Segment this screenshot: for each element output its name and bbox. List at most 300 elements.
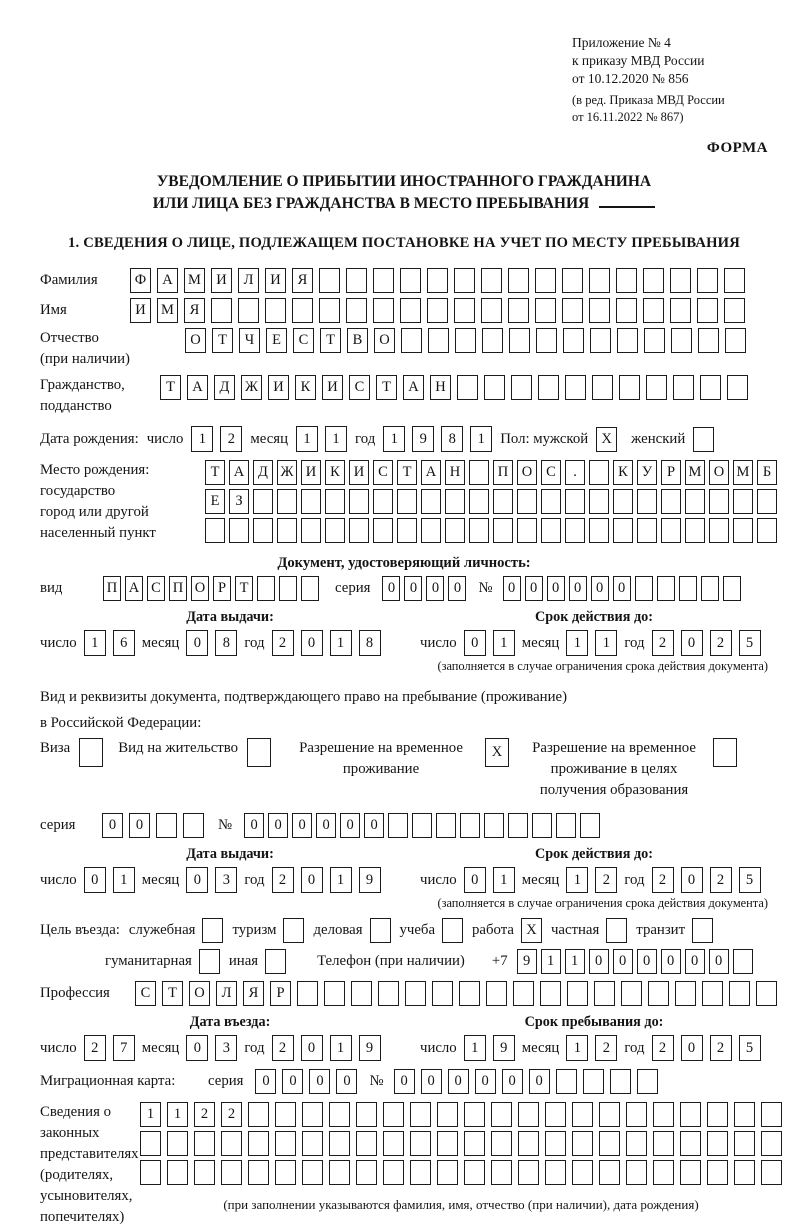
char-box xyxy=(325,518,345,543)
char-box: 5 xyxy=(739,630,761,656)
representatives-row3 xyxy=(140,1160,782,1185)
char-box xyxy=(713,738,737,767)
char-box xyxy=(445,489,465,514)
year-label: год xyxy=(244,871,265,888)
identity-valid-col xyxy=(420,609,768,656)
annex-line: Приложение № 4 xyxy=(572,35,671,50)
char-box: 0 xyxy=(448,576,466,601)
char-box xyxy=(757,518,777,543)
char-box xyxy=(729,981,750,1006)
representatives-row1 xyxy=(140,1102,782,1127)
char-box: 1 xyxy=(383,426,405,452)
char-box xyxy=(370,918,391,943)
char-box xyxy=(613,489,633,514)
doc-kind-boxes xyxy=(103,576,319,601)
char-box: М xyxy=(733,460,753,485)
char-box xyxy=(437,1102,458,1127)
char-box xyxy=(277,518,297,543)
char-box xyxy=(302,1102,323,1127)
char-box xyxy=(329,1131,350,1156)
char-box: Н xyxy=(445,460,465,485)
char-box: Л xyxy=(238,268,259,293)
char-box: 0 xyxy=(525,576,543,601)
char-box: 0 xyxy=(268,813,288,838)
char-box xyxy=(469,518,489,543)
char-box: И xyxy=(130,298,151,323)
char-box: Д xyxy=(253,460,273,485)
char-box xyxy=(412,813,432,838)
char-box xyxy=(761,1160,782,1185)
char-box xyxy=(545,1102,566,1127)
char-box xyxy=(536,328,557,353)
char-box: 0 xyxy=(464,630,486,656)
char-box: 0 xyxy=(301,867,323,893)
char-box: 1 xyxy=(167,1102,188,1127)
char-box: 0 xyxy=(382,576,400,601)
char-box: X xyxy=(521,918,542,943)
char-box xyxy=(297,981,318,1006)
char-box xyxy=(626,1131,647,1156)
migration-series-boxes xyxy=(255,1069,357,1094)
char-box xyxy=(484,375,505,400)
char-box xyxy=(646,375,667,400)
char-box: 0 xyxy=(661,949,681,974)
char-box: 0 xyxy=(309,1069,330,1094)
char-box xyxy=(680,1160,701,1185)
char-box xyxy=(248,1160,269,1185)
representatives-label: Сведения о законных представителях (родителях, усыновителях, попечителях) xyxy=(40,1104,139,1225)
char-box: 2 xyxy=(84,1035,106,1061)
char-box xyxy=(583,1069,604,1094)
day-label: число xyxy=(40,1039,77,1056)
birth-month-boxes xyxy=(296,426,347,452)
char-box xyxy=(325,489,345,514)
sex-female-label: женский xyxy=(631,430,686,447)
char-box: И xyxy=(268,375,289,400)
char-box: 1 xyxy=(464,1035,486,1061)
char-box: 0 xyxy=(613,949,633,974)
residence-valid-year xyxy=(652,867,761,893)
char-box: Т xyxy=(162,981,183,1006)
char-box: X xyxy=(485,738,509,767)
char-box: 0 xyxy=(448,1069,469,1094)
char-box: И xyxy=(322,375,343,400)
char-box: 1 xyxy=(191,426,213,452)
char-box xyxy=(540,981,561,1006)
char-box: 2 xyxy=(652,630,674,656)
char-box xyxy=(518,1160,539,1185)
char-box: 2 xyxy=(194,1102,215,1127)
char-box xyxy=(464,1102,485,1127)
char-box xyxy=(567,981,588,1006)
sex-female-checkbox xyxy=(693,427,714,452)
month-label: месяц xyxy=(141,634,180,651)
char-box xyxy=(723,576,741,601)
char-box xyxy=(565,489,585,514)
char-box: 8 xyxy=(441,426,463,452)
residence-doc-dates xyxy=(40,846,768,893)
char-box xyxy=(626,1102,647,1127)
char-box xyxy=(199,949,220,974)
char-box xyxy=(685,518,705,543)
valid-until-heading: Срок действия до: xyxy=(535,609,653,625)
residence-issue-month xyxy=(186,867,237,893)
char-box: А xyxy=(229,460,249,485)
char-box xyxy=(697,298,718,323)
residence-issue-col xyxy=(40,846,420,893)
char-box: Я xyxy=(243,981,264,1006)
char-box: 2 xyxy=(710,630,732,656)
char-box xyxy=(679,576,697,601)
char-box xyxy=(140,1131,161,1156)
char-box: 9 xyxy=(359,1035,381,1061)
char-box xyxy=(319,268,340,293)
char-box xyxy=(517,518,537,543)
residence-permit-label: Вид на жительство xyxy=(118,740,239,756)
char-box xyxy=(565,375,586,400)
char-box: 1 xyxy=(566,630,588,656)
char-box xyxy=(589,518,609,543)
char-box xyxy=(680,1102,701,1127)
char-box: 1 xyxy=(330,1035,352,1061)
char-box xyxy=(508,813,528,838)
char-box: Ж xyxy=(241,375,262,400)
char-box xyxy=(356,1131,377,1156)
char-box xyxy=(202,918,223,943)
char-box xyxy=(491,1160,512,1185)
char-box: П xyxy=(169,576,187,601)
char-box xyxy=(517,489,537,514)
char-box xyxy=(599,1102,620,1127)
residence-intro: Вид и реквизиты документа, подтверждающего право на пребывание (проживание) в Российской Федерации: xyxy=(40,689,568,731)
char-box: 2 xyxy=(272,867,294,893)
residence-options-row xyxy=(40,738,768,801)
char-box: 0 xyxy=(681,1035,703,1061)
char-box xyxy=(464,1131,485,1156)
char-box xyxy=(637,489,657,514)
char-box: С xyxy=(135,981,156,1006)
char-box: 0 xyxy=(186,867,208,893)
char-box xyxy=(594,981,615,1006)
char-box xyxy=(397,489,417,514)
doc-series-boxes xyxy=(382,576,466,601)
year-label: год xyxy=(624,871,645,888)
char-box: 0 xyxy=(685,949,705,974)
stay-day xyxy=(464,1035,515,1061)
char-box xyxy=(349,489,369,514)
char-box: 6 xyxy=(113,630,135,656)
char-box: Ч xyxy=(239,328,260,353)
purpose-study-checkbox xyxy=(442,918,463,943)
char-box xyxy=(589,268,610,293)
title-line-2: ИЛИ ЛИЦА БЕЗ ГРАЖДАНСТВА В МЕСТО ПРЕБЫВАНИЯ xyxy=(40,193,768,215)
char-box xyxy=(301,518,321,543)
char-box xyxy=(221,1160,242,1185)
char-box: С xyxy=(293,328,314,353)
surname-boxes xyxy=(130,268,745,293)
char-box xyxy=(709,489,729,514)
char-box: Т xyxy=(205,460,225,485)
char-box: О xyxy=(374,328,395,353)
entry-stay-dates xyxy=(40,1014,768,1061)
char-box xyxy=(484,813,504,838)
char-box xyxy=(572,1102,593,1127)
char-box: К xyxy=(613,460,633,485)
char-box xyxy=(464,1160,485,1185)
char-box xyxy=(436,813,456,838)
char-box: О xyxy=(189,981,210,1006)
char-box xyxy=(410,1131,431,1156)
char-box: Т xyxy=(376,375,397,400)
char-box: 8 xyxy=(215,630,237,656)
number-label: № xyxy=(478,580,493,596)
char-box xyxy=(481,268,502,293)
year-label: год xyxy=(244,634,265,651)
char-box xyxy=(702,981,723,1006)
char-box xyxy=(509,328,530,353)
char-box: М xyxy=(184,268,205,293)
char-box xyxy=(518,1131,539,1156)
residence-valid-col xyxy=(420,846,768,893)
char-box: 1 xyxy=(565,949,585,974)
char-box xyxy=(541,489,561,514)
purpose-tourism-checkbox xyxy=(283,918,304,943)
char-box xyxy=(257,576,275,601)
representatives-block xyxy=(40,1102,768,1228)
char-box xyxy=(572,1160,593,1185)
char-box xyxy=(707,1131,728,1156)
char-box xyxy=(675,981,696,1006)
char-box xyxy=(545,1160,566,1185)
surname-row xyxy=(40,268,768,293)
char-box: А xyxy=(403,375,424,400)
char-box: 0 xyxy=(547,576,565,601)
residence-permit-option xyxy=(118,738,271,767)
char-box: 0 xyxy=(255,1069,276,1094)
representatives-note: (при заполнении указываются фамилия, имя, отчество (при наличии), дата рождения) xyxy=(223,1197,699,1212)
day-label: число xyxy=(420,1039,457,1056)
char-box xyxy=(205,518,225,543)
char-box xyxy=(693,427,714,452)
birth-place-row3 xyxy=(205,518,777,543)
char-box: Я xyxy=(184,298,205,323)
char-box: Т xyxy=(235,576,253,601)
char-box: С xyxy=(349,375,370,400)
char-box xyxy=(454,298,475,323)
year-label: год xyxy=(624,1039,645,1056)
year-label: год xyxy=(355,430,376,447)
month-label: месяц xyxy=(521,634,560,651)
char-box xyxy=(724,298,745,323)
firstname-label: Имя xyxy=(40,302,67,318)
char-box: 9 xyxy=(517,949,537,974)
char-box xyxy=(383,1160,404,1185)
char-box xyxy=(454,268,475,293)
char-box xyxy=(637,1069,658,1094)
month-label: месяц xyxy=(250,430,289,447)
char-box xyxy=(79,738,103,767)
entry-year xyxy=(272,1035,381,1061)
char-box: 0 xyxy=(613,576,631,601)
issue-date-heading: Дата выдачи: xyxy=(186,846,274,862)
char-box xyxy=(400,268,421,293)
char-box xyxy=(572,1131,593,1156)
char-box: 0 xyxy=(336,1069,357,1094)
char-box xyxy=(700,375,721,400)
char-box xyxy=(673,375,694,400)
birth-date-row xyxy=(40,426,768,452)
edit-line: (в ред. Приказа МВД России xyxy=(572,93,725,107)
char-box xyxy=(493,518,513,543)
purpose-humanitarian-checkbox xyxy=(199,949,220,974)
char-box: И xyxy=(301,460,321,485)
char-box xyxy=(432,981,453,1006)
char-box: 0 xyxy=(244,813,264,838)
char-box xyxy=(648,981,669,1006)
char-box: А xyxy=(187,375,208,400)
char-box: Д xyxy=(214,375,235,400)
year-label: год xyxy=(244,1039,265,1056)
char-box xyxy=(167,1131,188,1156)
char-box: 0 xyxy=(282,1069,303,1094)
temp-residence-checkbox xyxy=(485,738,509,767)
char-box xyxy=(427,298,448,323)
visa-checkbox xyxy=(79,738,103,767)
char-box xyxy=(486,981,507,1006)
char-box: Б xyxy=(757,460,777,485)
char-box: 0 xyxy=(394,1069,415,1094)
identity-issue-day xyxy=(84,630,135,656)
char-box: 0 xyxy=(316,813,336,838)
char-box xyxy=(301,489,321,514)
doc-kind-label: вид xyxy=(40,580,63,596)
char-box: 0 xyxy=(681,630,703,656)
char-box: 1 xyxy=(566,1035,588,1061)
char-box: Ж xyxy=(277,460,297,485)
char-box xyxy=(653,1102,674,1127)
purpose-private: частная xyxy=(551,918,627,943)
char-box: 8 xyxy=(359,630,381,656)
char-box: 2 xyxy=(652,867,674,893)
char-box: 0 xyxy=(301,630,323,656)
char-box xyxy=(653,1131,674,1156)
birth-date-label: Дата рождения: xyxy=(40,430,139,447)
char-box: 0 xyxy=(426,576,444,601)
char-box: 0 xyxy=(364,813,384,838)
char-box xyxy=(275,1131,296,1156)
char-box xyxy=(265,298,286,323)
year-label: год xyxy=(624,634,645,651)
char-box: Е xyxy=(266,328,287,353)
form-title xyxy=(40,171,768,215)
char-box xyxy=(373,489,393,514)
citizenship-row xyxy=(40,375,768,417)
char-box xyxy=(692,918,713,943)
char-box xyxy=(643,268,664,293)
char-box: 0 xyxy=(681,867,703,893)
char-box: Н xyxy=(430,375,451,400)
patronymic-row xyxy=(40,328,768,370)
citizenship-boxes xyxy=(160,375,748,400)
char-box xyxy=(253,489,273,514)
char-box: 0 xyxy=(129,813,150,838)
char-box xyxy=(388,813,408,838)
char-box: 9 xyxy=(493,1035,515,1061)
char-box xyxy=(383,1102,404,1127)
representatives-boxes xyxy=(140,1102,782,1213)
char-box xyxy=(613,518,633,543)
char-box xyxy=(238,298,259,323)
char-box: И xyxy=(349,460,369,485)
char-box xyxy=(556,813,576,838)
char-box xyxy=(442,918,463,943)
char-box xyxy=(410,1102,431,1127)
purpose-transit: транзит xyxy=(636,918,713,943)
identity-doc-row xyxy=(40,576,768,601)
char-box xyxy=(562,268,583,293)
char-box: С xyxy=(541,460,561,485)
char-box xyxy=(469,460,489,485)
char-box xyxy=(459,981,480,1006)
char-box xyxy=(589,298,610,323)
char-box xyxy=(277,489,297,514)
char-box xyxy=(606,918,627,943)
char-box xyxy=(421,489,441,514)
char-box xyxy=(562,298,583,323)
char-box xyxy=(670,298,691,323)
char-box: . xyxy=(565,460,585,485)
char-box xyxy=(491,1102,512,1127)
char-box xyxy=(535,268,556,293)
char-box xyxy=(373,268,394,293)
char-box xyxy=(140,1160,161,1185)
birth-day-boxes xyxy=(191,426,242,452)
char-box xyxy=(644,328,665,353)
char-box xyxy=(229,518,249,543)
char-box: 1 xyxy=(330,867,352,893)
char-box xyxy=(183,813,204,838)
identity-issue-year xyxy=(272,630,381,656)
char-box: Т xyxy=(320,328,341,353)
char-box: А xyxy=(125,576,143,601)
char-box xyxy=(247,738,271,767)
char-box: Е xyxy=(205,489,225,514)
char-box xyxy=(538,375,559,400)
char-box xyxy=(167,1160,188,1185)
migration-card-label: Миграционная карта: xyxy=(40,1073,176,1089)
char-box xyxy=(727,375,748,400)
residence-permit-checkbox xyxy=(247,738,271,767)
char-box xyxy=(400,298,421,323)
char-box: 1 xyxy=(325,426,347,452)
month-label: месяц xyxy=(521,1039,560,1056)
char-box xyxy=(405,981,426,1006)
char-box: 0 xyxy=(464,867,486,893)
month-label: месяц xyxy=(141,871,180,888)
char-box: 1 xyxy=(493,630,515,656)
identity-doc-heading: Документ, удостоверяющий личность: xyxy=(277,555,531,571)
char-box xyxy=(680,1131,701,1156)
char-box xyxy=(563,328,584,353)
purpose-work: работа X xyxy=(472,918,542,943)
char-box: М xyxy=(685,460,705,485)
char-box xyxy=(589,489,609,514)
char-box xyxy=(725,328,746,353)
char-box: 0 xyxy=(709,949,729,974)
char-box: 0 xyxy=(502,1069,523,1094)
char-box: 1 xyxy=(493,867,515,893)
char-box: Р xyxy=(661,460,681,485)
